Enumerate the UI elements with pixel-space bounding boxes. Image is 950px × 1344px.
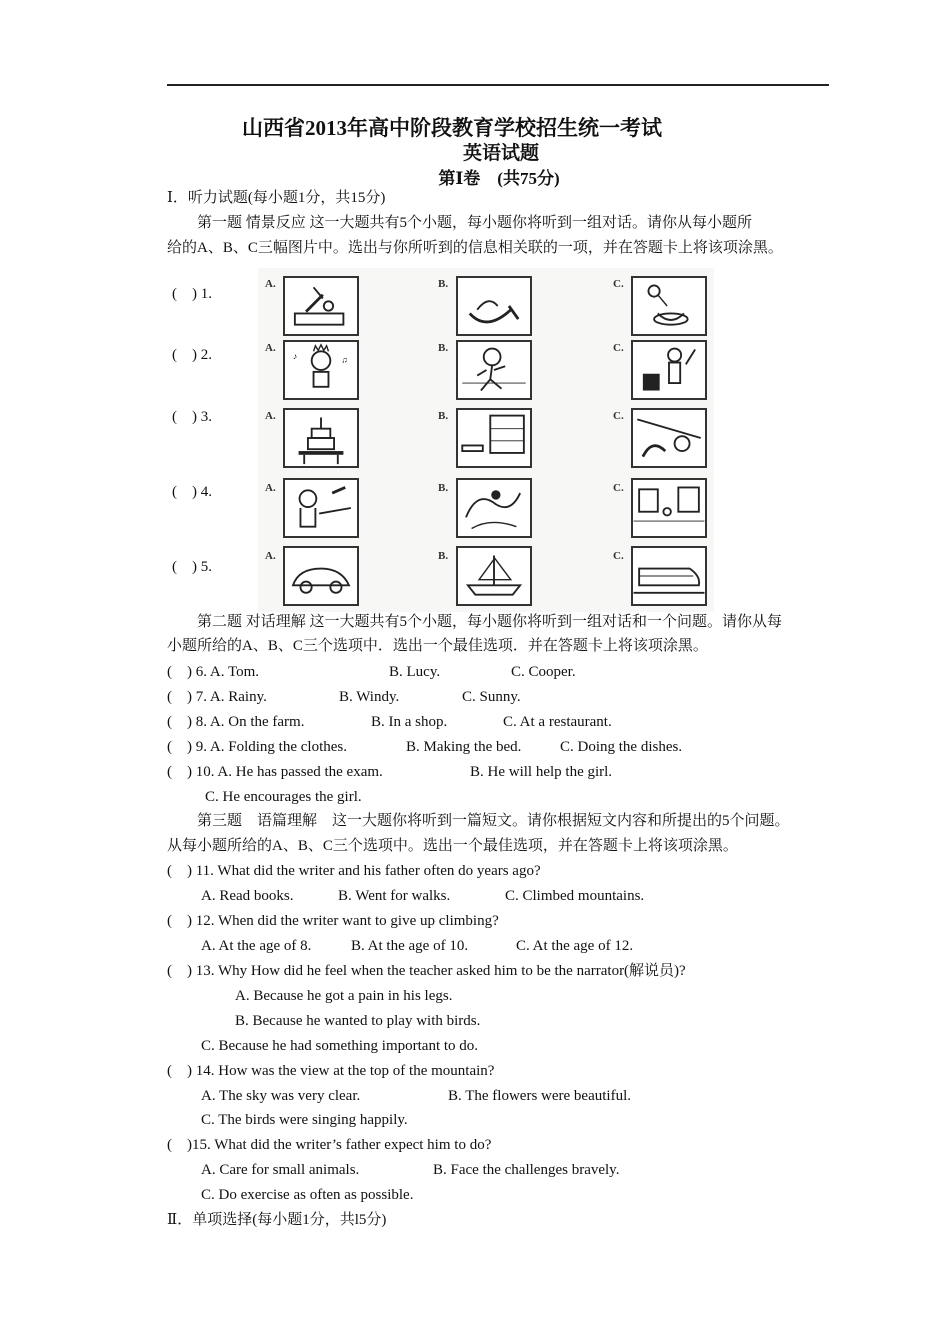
- option-letter-b: B.: [438, 278, 449, 290]
- question-15-b: B. Face the challenges bravely.: [433, 1162, 620, 1178]
- picture-1c-pouring-tea[interactable]: [631, 276, 707, 336]
- part1-instruction-line2: 给的A、B、C三幅图片中。选出与你所听到的信息相关联的一项，并在答题卡上将该项涂黑。: [167, 240, 783, 256]
- picture-question-5: ( ) 5.: [172, 559, 212, 575]
- question-10-a: ( ) 10. A. He has passed the exam.: [167, 764, 383, 780]
- question-7-c: C. Sunny.: [462, 689, 521, 705]
- question-12-a: A. At the age of 8.: [201, 938, 312, 954]
- picture-3b-bookstore[interactable]: [456, 408, 532, 468]
- question-12-b: B. At the age of 10.: [351, 938, 469, 954]
- svg-text:♪: ♪: [293, 351, 298, 361]
- option-letter-b: B.: [438, 410, 449, 422]
- option-letter-c: C.: [613, 482, 624, 494]
- top-rule: [167, 84, 829, 86]
- picture-question-3: ( ) 3.: [172, 409, 212, 425]
- picture-5b-ship[interactable]: [456, 546, 532, 606]
- question-9-c: C. Doing the dishes.: [560, 739, 683, 755]
- option-letter-c: C.: [613, 342, 624, 354]
- picture-question-1: ( ) 1.: [172, 286, 212, 302]
- option-letter-a: A.: [265, 482, 276, 494]
- picture-1b-peeling-banana[interactable]: [456, 276, 532, 336]
- part3-instruction-line1: 第三题 语篇理解 这一大题你将听到一篇短文。请你根据短文内容和所提出的5个问题。: [167, 813, 790, 829]
- question-11: ( ) 11. What did the writer and his father often do years ago?: [167, 863, 541, 879]
- picture-3c-sports-field[interactable]: [631, 408, 707, 468]
- question-13: ( ) 13. Why How did he feel when the teacher asked him to be the narrator(解说员)?: [167, 963, 686, 979]
- question-10-b: B. He will help the girl.: [470, 764, 613, 780]
- question-10-c: C. He encourages the girl.: [205, 789, 362, 805]
- question-7-a: ( ) 7. A. Rainy.: [167, 689, 267, 705]
- picture-4a-girl-studying[interactable]: [283, 478, 359, 538]
- question-13-b: B. Because he wanted to play with birds.: [235, 1013, 481, 1029]
- question-15: ( )15. What did the writer’s father expect him to do?: [167, 1137, 492, 1153]
- option-letter-c: C.: [613, 410, 624, 422]
- question-8-b: B. In a shop.: [371, 714, 448, 730]
- question-14-b: B. The flowers were beautiful.: [448, 1088, 631, 1104]
- option-letter-b: B.: [438, 342, 449, 354]
- question-6-b: B. Lucy.: [389, 664, 441, 680]
- question-8-a: ( ) 8. A. On the farm.: [167, 714, 305, 730]
- section1-heading: Ⅰ．听力试题(每小题1分，共15分): [167, 190, 386, 206]
- question-14-a: A. The sky was very clear.: [201, 1088, 361, 1104]
- question-8-c: C. At a restaurant.: [503, 714, 612, 730]
- picture-5a-car[interactable]: [283, 546, 359, 606]
- exam-title: 山西省2013年高中阶段教育学校招生统一考试: [242, 116, 662, 140]
- section2-heading: Ⅱ．单项选择(每小题1分，共l5分): [167, 1212, 387, 1228]
- picture-2c-magic-show[interactable]: [631, 340, 707, 400]
- exam-volume: 第Ⅰ卷 (共75分): [438, 169, 560, 188]
- part2-instruction-line2: 小题所给的A、B、C三个选项中．选出一个最佳选项．并在答题卡上将该项涂黑。: [167, 638, 708, 654]
- option-letter-c: C.: [613, 550, 624, 562]
- question-14: ( ) 14. How was the view at the top of the mountain?: [167, 1063, 495, 1079]
- question-13-c: C. Because he had something important to do.: [201, 1038, 479, 1054]
- part3-instruction-line2: 从每小题所给的A、B、C三个选项中。选出一个最佳选项，并在答题卡上将该项涂黑。: [167, 838, 738, 854]
- question-6-c: C. Cooper.: [511, 664, 576, 680]
- option-letter-a: A.: [265, 278, 276, 290]
- question-6: [167, 661, 259, 683]
- part2-instruction-line1: 第二题 对话理解 这一大题共有5个小题，每小题你将听到一组对话和一个问题。请你从每: [167, 614, 783, 630]
- question-6-a: ( ) 6. A. Tom.: [167, 664, 260, 680]
- picture-4c-street-scene[interactable]: [631, 478, 707, 538]
- part1-instruction-line1: 第一题 情景反应 这一大题共有5个小题，每小题你将听到一组对话。请你从每小题所: [167, 215, 753, 231]
- question-12: ( ) 12. When did the writer want to give up climbing?: [167, 913, 499, 929]
- option-letter-a: A.: [265, 342, 276, 354]
- question-9-b: B. Making the bed.: [406, 739, 522, 755]
- question-15-c: C. Do exercise as often as possible.: [201, 1187, 414, 1203]
- question-11-c: C. Climbed mountains.: [505, 888, 645, 904]
- exam-subject: 英语试题: [462, 143, 539, 164]
- question-15-a: A. Care for small animals.: [201, 1162, 360, 1178]
- picture-3a-birthday-cake[interactable]: [283, 408, 359, 468]
- picture-options-panel: [258, 268, 714, 612]
- question-11-b: B. Went for walks.: [338, 888, 451, 904]
- question-9-a: ( ) 9. A. Folding the clothes.: [167, 739, 347, 755]
- option-letter-b: B.: [438, 550, 449, 562]
- question-11-a: A. Read books.: [201, 888, 294, 904]
- option-letter-c: C.: [613, 278, 624, 290]
- option-letter-b: B.: [438, 482, 449, 494]
- option-letter-a: A.: [265, 410, 276, 422]
- picture-2b-boy-running[interactable]: [456, 340, 532, 400]
- picture-1a-cutting-vegetables[interactable]: [283, 276, 359, 336]
- question-7-b: B. Windy.: [339, 689, 400, 705]
- svg-text:♫: ♫: [341, 355, 348, 365]
- picture-question-4: ( ) 4.: [172, 484, 212, 500]
- question-13-a: A. Because he got a pain in his legs.: [235, 988, 453, 1004]
- picture-2a-boy-singing[interactable]: [283, 340, 359, 400]
- picture-question-2: ( ) 2.: [172, 347, 212, 363]
- question-12-c: C. At the age of 12.: [516, 938, 634, 954]
- picture-5c-train[interactable]: [631, 546, 707, 606]
- question-14-c: C. The birds were singing happily.: [201, 1112, 408, 1128]
- picture-4b-map[interactable]: [456, 478, 532, 538]
- option-letter-a: A.: [265, 550, 276, 562]
